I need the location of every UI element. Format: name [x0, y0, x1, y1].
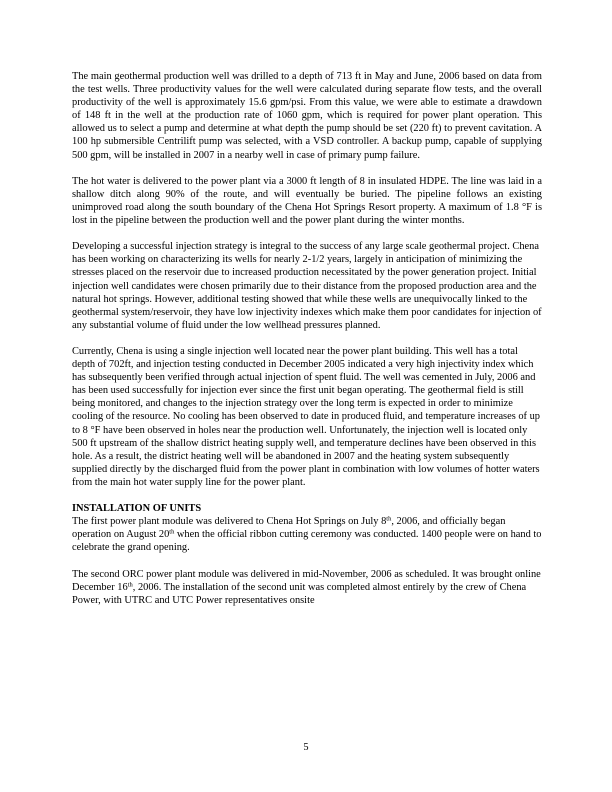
ordinal-suffix: th [127, 581, 133, 589]
paragraph-current-injection-well: Currently, Chena is using a single injection well located near the power plant building. This well has a total depth of 702ft, and injection testing conducted in December 2005 indicated a very high injectivity index which has subsequently been verified through actual injection of spent fluid. The well was cemented in July, 2006 and has been used successfully for injection ever since the first unit began operating. The geothermal field is still being monitored, and changes to the injection strategy over the long term is expected in order to minimize cooling of the resource. No cooling has been observed to date in produced fluid, and temperature increases of up to 8 °F have been observed in holes near the production well. Unfortunately, the injection well is located only 500 ft upstream of the shallow district heating supply well, and temperature declines have been observed in this hole. As a result, the district heating well will be abandoned in 2007 and the heating system subsequently supplied directly by the discharged fluid from the power plant in combination with low volumes of hotter waters from the main hot water supply line for the power plant. [72, 345, 540, 488]
paragraph-first-module-delivery [72, 515, 542, 554]
paragraph-production-well: The main geothermal production well was drilled to a depth of 713 ft in May and June, 2006 based on data from the test wells. Three productivity values for the well were calculated during separate flow tests, and the overall productivity of the well is approximately 15.6 gpm/psi. From this value, we were able to estimate a drawdown of 148 ft in the well at the production rate of 1060 gpm, which is required for power plant operation. This allowed us to select a pump and determine at what depth the pump should be set (220 ft) to prevent cavitation. A 100 hp submersible Centrilift pump was selected, with a VSD controller. A backup pump, capable of supplying 500 gpm, will be installed in 2007 in a nearby well in case of primary pump failure. [72, 71, 542, 161]
section-heading-installation: INSTALLATION OF UNITS [72, 503, 202, 515]
page-body [72, 70, 542, 620]
ordinal-suffix: th [386, 515, 392, 523]
paragraph-hot-water-pipeline: The hot water is delivered to the power plant via a 3000 ft length of 8 in insulated HDPE. The line was laid in a shallow ditch along 90% of the route, and will eventually be buried. The pipeline follows an existing unimproved road along the south boundary of the Chena Hot Springs Resort property. A maximum of 1.8 °F is lost in the pipeline between the production well and the power plant during the winter months. [72, 175, 542, 227]
text-run: The second ORC power plant module was delivered in mid-November, 2006 as scheduled. It was brought online December 16 [72, 568, 541, 593]
text-run: The first power plant module was delivered to Chena Hot Springs on July 8 [72, 516, 387, 528]
text-run: , 2006. The installation of the second unit was completed almost entirely by the crew of Chena Power, with UTRC and UTC Power representatives onsite [72, 581, 527, 606]
paragraph-second-module-delivery [72, 568, 542, 607]
page-number: 5 [303, 742, 309, 753]
text-run: when the official ribbon cutting ceremony was conducted. 1400 people were on hand to celebrate the grand opening. [72, 529, 542, 554]
text-run: , 2006, and officially began operation on August 20 [72, 516, 506, 541]
ordinal-suffix: th [169, 528, 175, 536]
paragraph-injection-strategy: Developing a successful injection strategy is integral to the success of any large scale geothermal project. Chena has been working on characterizing its wells for nearly 2-1/2 years, largely in anticipation of minimizing the stresses placed on the reservoir due to increased production necessitated by the power generation project. Initial injection well candidates were chosen primarily due to their distance from the proposed production area and the natural hot springs. However, additional testing showed that while these wells are unequivocally linked to the geothermal system/reservoir, they have low injectivity indexes which make them poor candidates for injection of any substantial volume of fluid under the low wellhead pressures planned. [72, 241, 542, 331]
